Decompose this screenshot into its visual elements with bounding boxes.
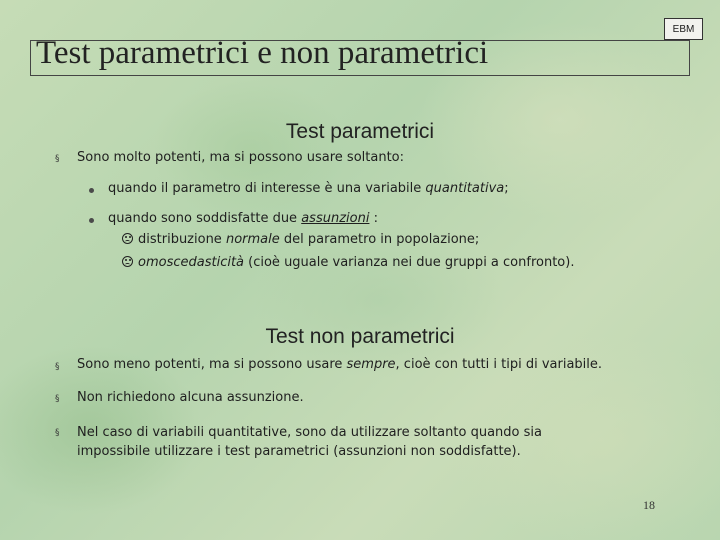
slide-title: Test parametrici e non parametrici xyxy=(36,35,489,71)
ebm-badge xyxy=(664,18,703,40)
parametric-heading: Test parametrici xyxy=(285,120,435,143)
dot-bullet-icon xyxy=(89,218,94,223)
square-bullet-icon: § xyxy=(55,362,60,372)
sad-face-icon xyxy=(122,233,133,244)
sad-face-icon xyxy=(122,256,133,267)
assumption-2: omoscedasticità (cioè uguale varianza nei due gruppi a confronto). xyxy=(122,255,574,270)
square-bullet-icon: § xyxy=(55,428,60,438)
page-number: 18 xyxy=(643,498,655,512)
nonparametric-point-3-line-2: impossibile utilizzare i test parametrici (assunzioni non soddisfatte). xyxy=(77,444,521,459)
parametric-item-1: quando il parametro di interesse è una variabile quantitativa; xyxy=(108,181,509,196)
dot-bullet-icon xyxy=(89,188,94,193)
nonparametric-point-2: Non richiedono alcuna assunzione. xyxy=(77,390,304,405)
square-bullet-icon: § xyxy=(55,394,60,404)
square-bullet-icon: § xyxy=(55,154,60,164)
nonparametric-point-3-line-1: Nel caso di variabili quantitative, sono da utilizzare soltanto quando sia xyxy=(77,425,542,440)
ebm-badge-label: EBM xyxy=(672,23,695,35)
nonparametric-point-1: Sono meno potenti, ma si possono usare sempre, cioè con tutti i tipi di variabile. xyxy=(77,357,603,372)
parametric-item-2: quando sono soddisfatte due assunzioni : xyxy=(108,211,378,226)
assumption-1: distribuzione normale del parametro in popolazione; xyxy=(122,232,479,247)
nonparametric-heading: Test non parametrici xyxy=(265,325,455,348)
parametric-intro: Sono molto potenti, ma si possono usare soltanto: xyxy=(77,150,405,165)
